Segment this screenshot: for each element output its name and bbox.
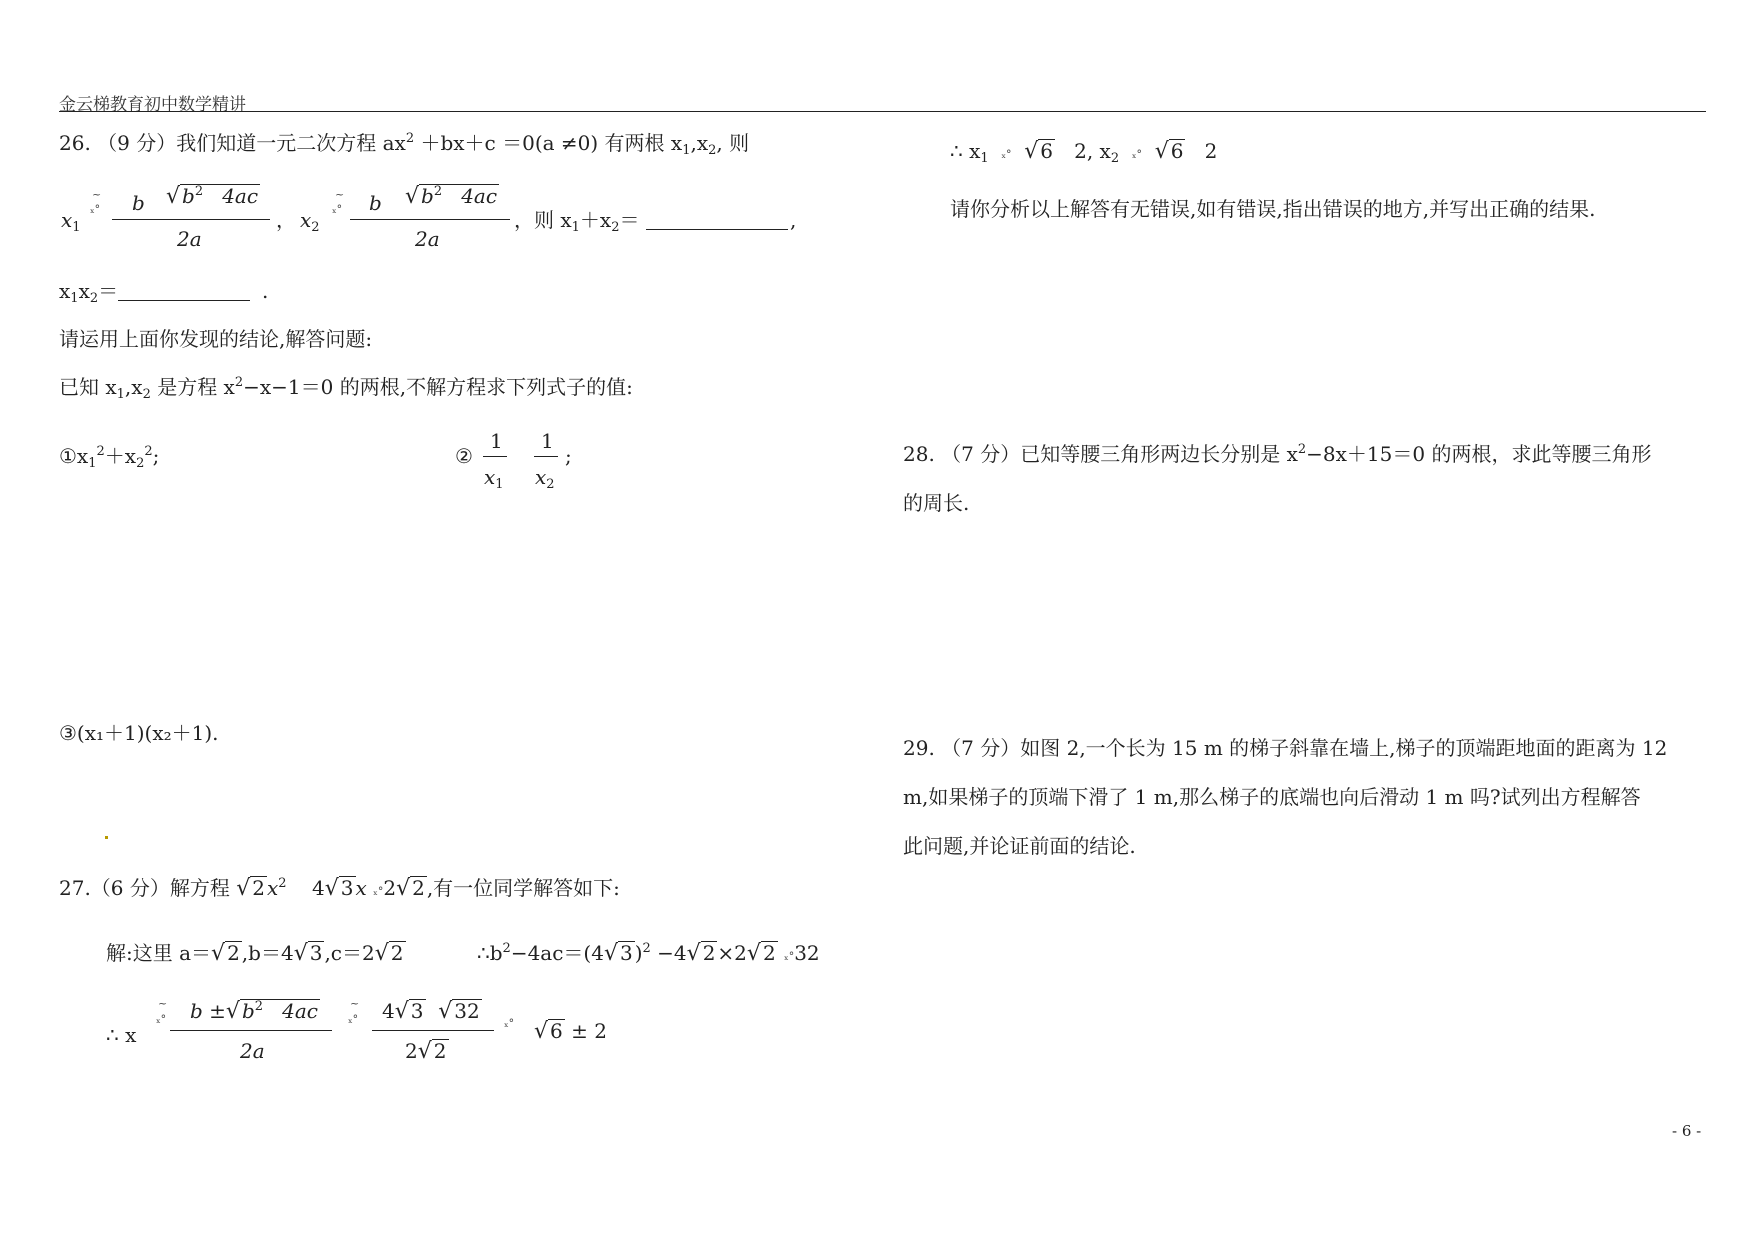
q26-part2-label: ② xyxy=(455,444,473,468)
q26-x1-fraction-bar xyxy=(112,219,270,220)
q26-part2-bar1 xyxy=(483,456,507,457)
q26-mark-1b: ₓ° xyxy=(90,203,101,216)
q27-frac2-bar xyxy=(372,1030,494,1031)
yellow-speck xyxy=(105,836,108,839)
q28-line2: 的周长. xyxy=(903,491,970,515)
q27-mark-3: ₓ° xyxy=(504,1017,515,1030)
q27-analyze: 请你分析以上解答有无错误,如有错误,指出错误的地方,并写出正确的结果. xyxy=(950,197,1596,221)
q27-mark-1a: ~ xyxy=(158,997,168,1010)
q26-part2-den2: $x_2$ xyxy=(535,465,555,492)
q27-solution-line: 解:这里 a＝√ 2 ,b＝4√ 3 ,c＝2√ 2 xyxy=(106,941,404,966)
q26-x2-label: $x_2$ xyxy=(300,208,320,235)
q26-x1-label: $x_1$ xyxy=(61,208,81,235)
q26-part1: $①x_1^2+x_2^2$; xyxy=(59,444,160,471)
q26-sum-comma: , xyxy=(790,208,797,232)
q27-frac2-num: 4√ 3 √ 32 xyxy=(382,999,480,1024)
q26-part2-num1: 1 xyxy=(490,429,503,453)
q26-x2-num-b: b xyxy=(369,191,382,215)
q26-prod-blank[interactable] xyxy=(118,280,250,301)
q26-heading: 26. （9 分）我们知道一元二次方程 $ax^2 +bx+c =0(a \ne 0)$ 有两根 $x_1,x_2$, 则 xyxy=(59,131,750,158)
q26-part2-den1: $x_1$ xyxy=(484,465,504,492)
q26-prod-label: $x_1x_2=$ xyxy=(59,279,119,306)
q26-prod-end: . xyxy=(262,279,269,303)
q26-x1-sqrt: √ $b^2$ 4ac xyxy=(166,184,259,209)
q27-mark-2b: ₓ° xyxy=(348,1013,359,1026)
header-rule xyxy=(59,111,1706,112)
q26-given: 已知 $x_1,x_2$ 是方程 $x^2-x-1=0$ 的两根,不解方程求下列式子的值: xyxy=(59,375,633,402)
q29-line3: 此问题,并论证前面的结论. xyxy=(903,834,1136,858)
q27-mark-1b: ₓ° xyxy=(156,1013,167,1026)
q26-sum-blank[interactable] xyxy=(646,209,788,230)
q27-frac1-num: b ±√ $b^2$ 4ac xyxy=(190,999,318,1024)
q27-discriminant: $\therefore b^2-4ac=(4√$ 3 )$^2$ −4√ 2 ×2√ 2 ₓ°32 xyxy=(477,941,820,966)
q26-mark-2a: ~ xyxy=(335,188,345,201)
q27-frac1-bar xyxy=(170,1030,332,1031)
q26-sum-label: ，则 $x_1+x_2=$ xyxy=(514,208,640,235)
q26-use-line: 请运用上面你发现的结论,解答问题: xyxy=(59,327,373,351)
q27-heading: 27.（6 分）解方程 √ 2 $x^2$ 4√ 3 x ₓ°2√ 2 ,有一位同学解答如下: xyxy=(59,876,620,901)
q27-frac2-den: 2√ 2 xyxy=(405,1039,447,1064)
q26-part2-end: ; xyxy=(565,444,572,468)
q26-x1-num-b: b xyxy=(132,191,145,215)
q26-x2-den: 2a xyxy=(415,227,440,251)
q26-x2-sqrt: √ $b^2$ 4ac xyxy=(405,184,498,209)
page-header: 金云梯教育初中数学精讲 xyxy=(59,95,246,115)
q27-continuation: ∴ $x_1$ ₓ° √ 6 2, $x_2$ ₓ° √ 6 2 xyxy=(950,139,1218,166)
q26-mark-2b: ₓ° xyxy=(332,203,343,216)
q29-line1: 29. （7 分）如图 2,一个长为 15 m 的梯子斜靠在墙上,梯子的顶端距地面的距离为 12 xyxy=(903,736,1668,760)
q29-line2: m,如果梯子的顶端下滑了 1 m,那么梯子的底端也向后滑动 1 m 吗?试列出方程解答 xyxy=(903,785,1641,809)
q27-x-label: ∴ x xyxy=(106,1023,137,1047)
q28-line1: 28. （7 分）已知等腰三角形两边长分别是 $x^2-8x+15=0$ 的两根，求此等腰三角形 xyxy=(903,442,1652,466)
q26-part2-bar2 xyxy=(534,456,558,457)
q27-mark-2a: ~ xyxy=(350,997,360,1010)
q26-part2-num2: 1 xyxy=(541,429,554,453)
q26-x2-fraction-bar xyxy=(350,219,510,220)
q27-result: √ 6 ± 2 xyxy=(534,1019,607,1044)
q26-part3: ③(x₁＋1)(x₂＋1). xyxy=(59,721,219,745)
q26-comma: ， xyxy=(276,208,296,232)
q26-mark-1a: ~ xyxy=(92,188,102,201)
q27-frac1-den: 2a xyxy=(240,1039,265,1063)
page-number: - 6 - xyxy=(1672,1122,1702,1140)
q26-x1-den: 2a xyxy=(177,227,202,251)
